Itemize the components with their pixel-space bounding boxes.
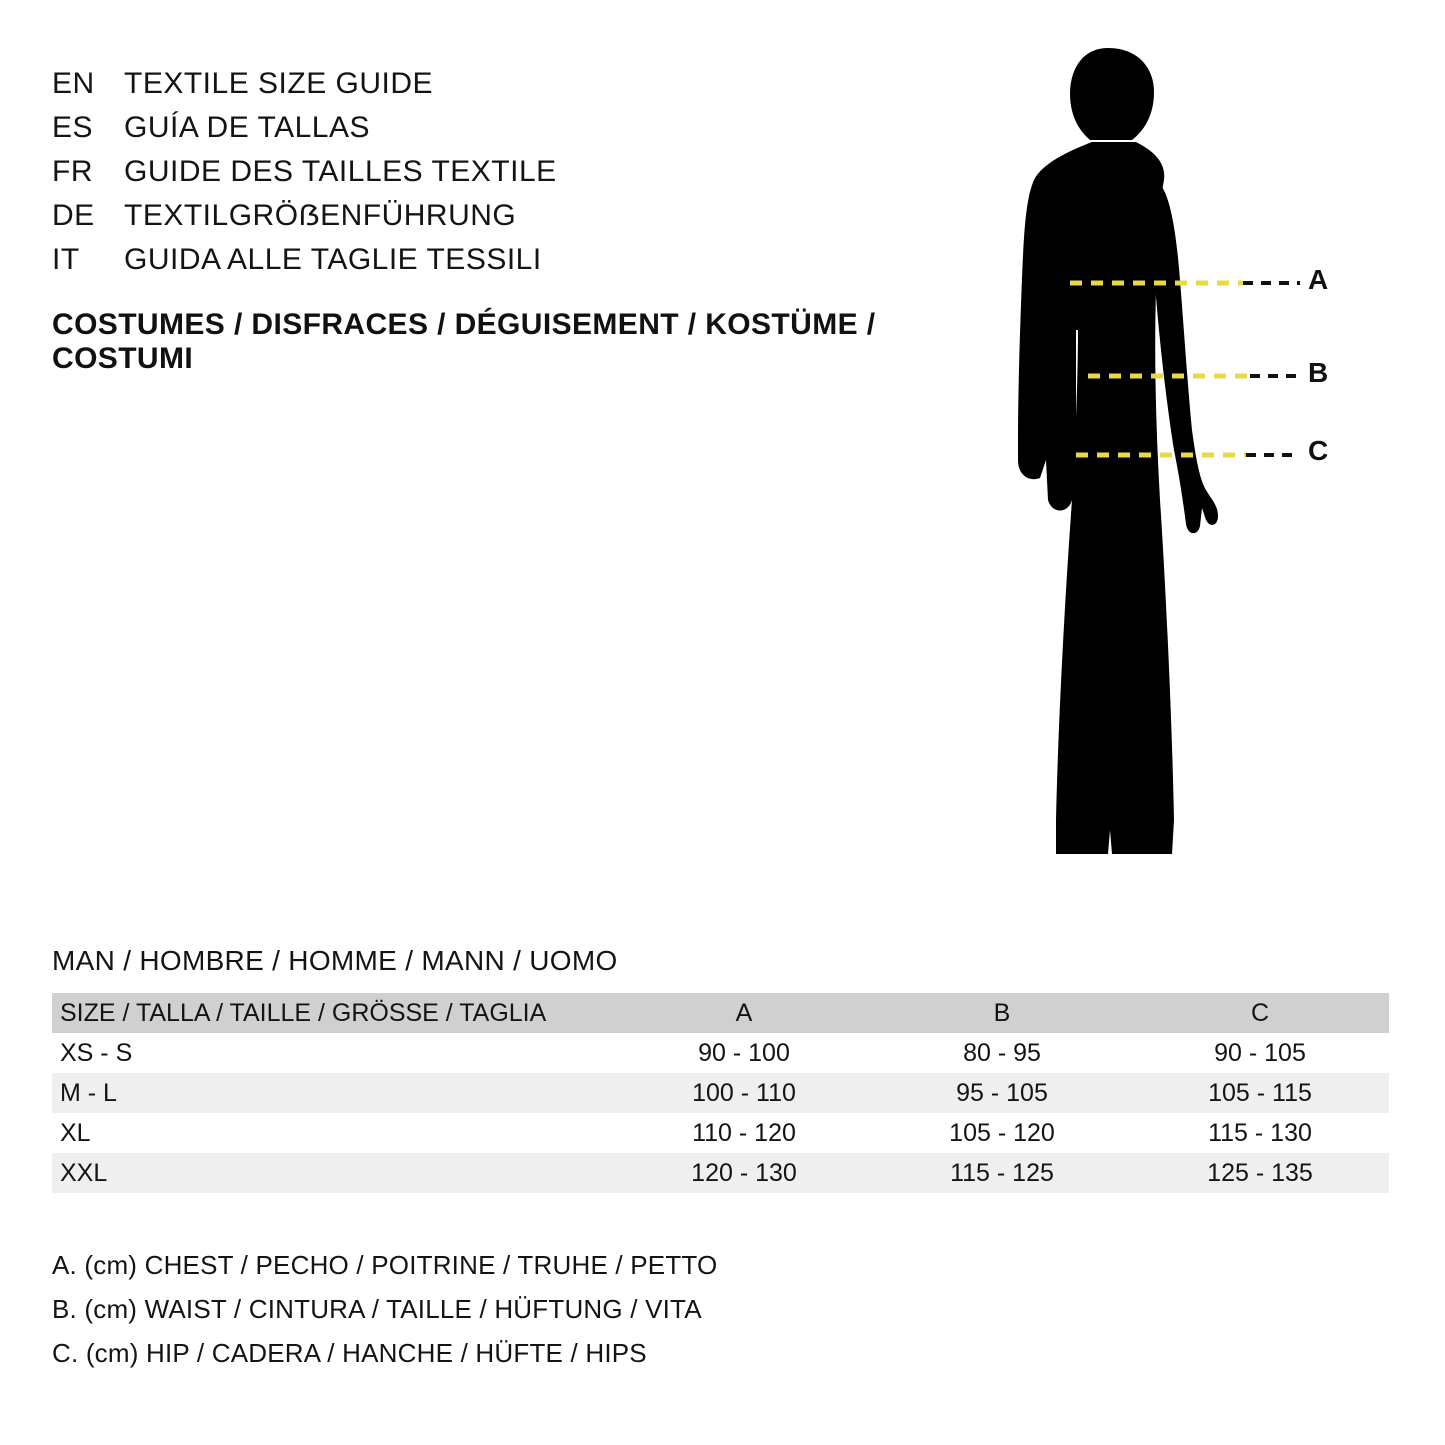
cell-c: 105 - 115 <box>1131 1073 1389 1113</box>
table-row <box>52 1113 1389 1153</box>
table-header <box>52 993 1389 1033</box>
table-row <box>52 1073 1389 1113</box>
language-row-it <box>52 238 972 282</box>
body-measurement-diagram <box>960 30 1380 910</box>
cell-size: XXL <box>52 1153 615 1193</box>
header-block <box>52 62 972 376</box>
column-header-b: B <box>873 993 1131 1033</box>
cell-b: 80 - 95 <box>873 1033 1131 1073</box>
cell-c: 90 - 105 <box>1131 1033 1389 1073</box>
cell-b: 105 - 120 <box>873 1113 1131 1153</box>
male-silhouette-icon <box>960 30 1380 910</box>
size-table <box>52 993 1389 1193</box>
language-title: GUÍA DE TALLAS <box>124 111 370 144</box>
table-row <box>52 1033 1389 1073</box>
measurement-legend <box>52 1243 1052 1375</box>
cell-size: XS - S <box>52 1033 615 1073</box>
language-code: ES <box>52 111 94 144</box>
cell-c: 115 - 130 <box>1131 1113 1389 1153</box>
cell-size: M - L <box>52 1073 615 1113</box>
language-code: IT <box>52 243 80 276</box>
legend-item-c: C. (cm) HIP / CADERA / HANCHE / HÜFTE / HIPS <box>52 1338 647 1368</box>
cell-a: 100 - 110 <box>615 1073 873 1113</box>
measure-label-c: C <box>1308 435 1329 466</box>
measure-label-b: B <box>1308 357 1329 388</box>
language-row-de <box>52 194 972 238</box>
measure-label-a: A <box>1308 264 1329 295</box>
cell-size: XL <box>52 1113 615 1153</box>
legend-item-a: A. (cm) CHEST / PECHO / POITRINE / TRUHE / PETTO <box>52 1250 718 1280</box>
cell-b: 95 - 105 <box>873 1073 1131 1113</box>
table-row <box>52 1153 1389 1193</box>
language-row-es <box>52 106 972 150</box>
language-title: GUIDE DES TAILLES TEXTILE <box>124 155 557 188</box>
language-title: GUIDA ALLE TAGLIE TESSILI <box>124 243 542 276</box>
cell-a: 120 - 130 <box>615 1153 873 1193</box>
gender-title: MAN / HOMBRE / HOMME / MANN / UOMO <box>52 945 618 976</box>
cell-a: 90 - 100 <box>615 1033 873 1073</box>
cell-a: 110 - 120 <box>615 1113 873 1153</box>
size-table-section <box>52 945 1392 1193</box>
language-row-fr <box>52 150 972 194</box>
language-title: TEXTILE SIZE GUIDE <box>124 67 434 100</box>
costumes-subtitle: COSTUMES / DISFRACES / DÉGUISEMENT / KOSTÜME / COSTUMI <box>52 308 876 375</box>
language-row-en <box>52 62 972 106</box>
language-code: FR <box>52 155 93 188</box>
table-header-row <box>52 993 1389 1033</box>
column-header-size: SIZE / TALLA / TAILLE / GRÖSSE / TAGLIA <box>52 993 615 1033</box>
column-header-a: A <box>615 993 873 1033</box>
language-title: TEXTILGRÖẞENFÜHRUNG <box>124 199 517 232</box>
column-header-c: C <box>1131 993 1389 1033</box>
legend-item-b: B. (cm) WAIST / CINTURA / TAILLE / HÜFTUNG / VITA <box>52 1294 702 1324</box>
cell-c: 125 - 135 <box>1131 1153 1389 1193</box>
cell-b: 115 - 125 <box>873 1153 1131 1193</box>
language-code: EN <box>52 67 95 100</box>
table-body <box>52 1033 1389 1193</box>
language-code: DE <box>52 199 95 232</box>
